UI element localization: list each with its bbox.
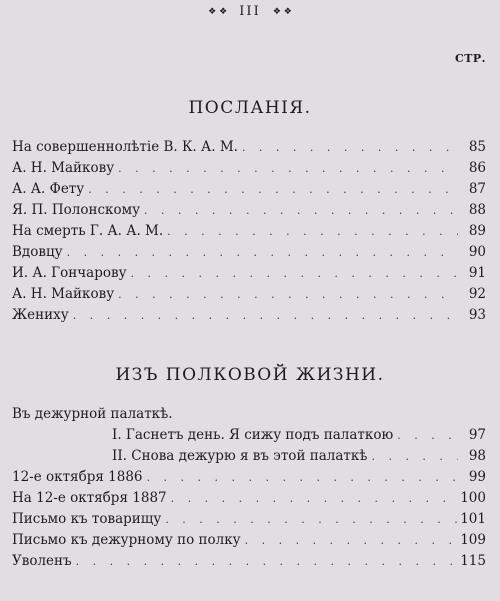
entry-title: А. Н. Майкову [12,286,115,302]
dot-leader [165,509,458,530]
dot-leader [67,242,458,263]
entry-page: 109 [460,532,486,548]
entry-page: 91 [468,265,486,281]
entry-title: На совершеннолѣтіе В. К. А. М. [12,139,238,155]
entry-title: А. Н. Майкову [12,160,115,176]
toc-entry[interactable] [12,221,486,242]
dot-leader [73,305,458,326]
toc-entry[interactable] [12,467,486,488]
entry-title: I. Гаснетъ день. Я сижу подъ палаткою [112,427,394,443]
toc-entry[interactable] [12,530,486,551]
entry-page: 93 [468,307,486,323]
toc-list-poslaniya [12,137,486,326]
toc-sub-entry[interactable] [12,446,486,467]
entry-title: Уволенъ [12,553,72,569]
dot-leader [88,179,458,200]
dot-leader [118,158,458,179]
dot-leader [76,551,458,572]
entry-page: 100 [460,490,486,506]
toc-sub-entry[interactable] [12,425,486,446]
entry-page: 89 [468,223,486,239]
entry-title: 12-е октября 1886 [12,469,143,485]
dot-leader [147,467,458,488]
entry-title: II. Снова дежурю я въ этой палаткѣ [112,448,368,464]
toc-list-polkovaya-zhizn [12,404,486,572]
entry-page: 101 [460,511,486,527]
section-heading-polkovaya-zhizn: ИЗЪ ПОЛКОВОЙ ЖИЗНИ. [115,365,385,385]
entry-page: 115 [460,553,486,569]
entry-title: Письмо къ дежурному по полку [12,532,241,548]
entry-title: А. А. Фету [12,181,85,197]
entry-page: 98 [468,448,486,464]
toc-entry[interactable] [12,242,486,263]
toc-entry[interactable] [12,509,486,530]
dot-leader [118,284,458,305]
folio-number: III [239,4,261,19]
toc-entry[interactable] [12,284,486,305]
entry-title: Вдовцу [12,244,63,260]
dot-leader [144,200,458,221]
dot-leader [245,530,458,551]
toc-group-title: Въ дежурной палаткѣ. [12,406,173,422]
entry-page: 85 [468,139,486,155]
dot-leader [371,446,458,467]
entry-title: И. А. Гончарову [12,265,127,281]
page-folio [0,4,500,19]
entry-page: 87 [468,181,486,197]
toc-entry[interactable] [12,551,486,572]
dot-leader [397,425,458,446]
entry-page: 86 [468,160,486,176]
toc-entry[interactable] [12,137,486,158]
section-heading-poslaniya: ПОСЛАНІЯ. [188,98,312,118]
entry-page: 88 [468,202,486,218]
toc-entry[interactable] [12,158,486,179]
page-column-label: СТР. [454,52,486,65]
entry-title: Письмо къ товарищу [12,511,162,527]
entry-page: 97 [468,427,486,443]
entry-title: Я. П. Полонскому [12,202,141,218]
dot-leader [171,488,458,509]
entry-page: 92 [468,286,486,302]
toc-entry[interactable] [12,488,486,509]
dot-leader [131,263,458,284]
entry-title: Жениху [12,307,69,323]
dot-leader [242,137,458,158]
entry-page: 90 [468,244,486,260]
toc-entry[interactable] [12,179,486,200]
toc-entry[interactable] [12,263,486,284]
ornament-right-icon: ❖ ❖ [272,6,292,17]
entry-page: 99 [468,469,486,485]
entry-title: На смерть Г. А. А. М. [12,223,164,239]
entry-title: На 12-е октября 1887 [12,490,167,506]
toc-entry[interactable] [12,200,486,221]
toc-entry[interactable] [12,305,486,326]
ornament-left-icon: ❖ ❖ [208,6,228,17]
dot-leader [167,221,458,242]
